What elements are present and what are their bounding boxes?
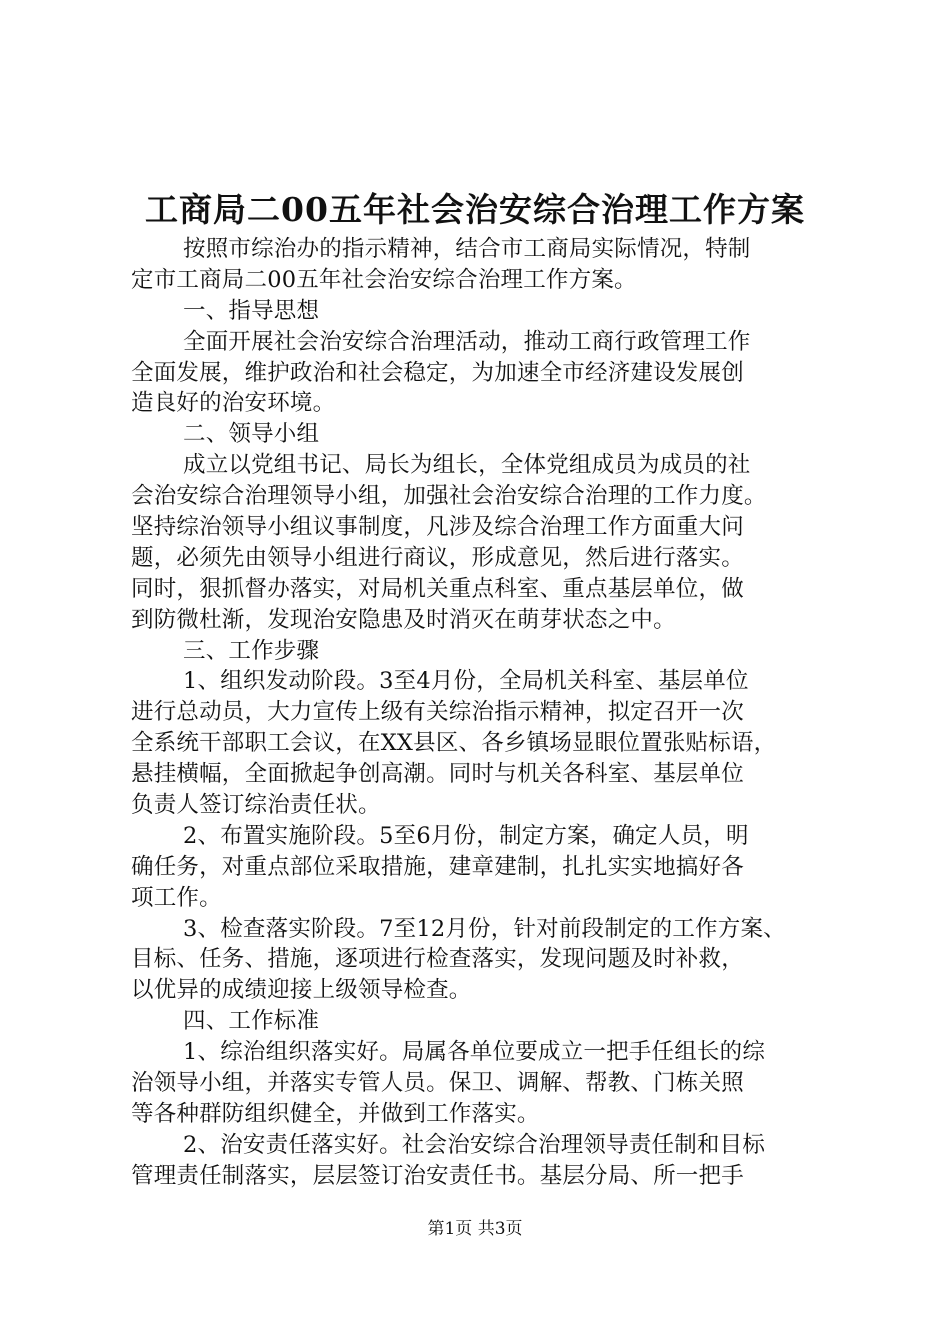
text-line: 项工作。: [131, 884, 222, 911]
text-line: 坚持综治领导小组议事制度，凡涉及综合治理工作方面重大问: [131, 514, 744, 541]
text-line: 全面开展社会治安综合治理活动，推动工商行政管理工作: [183, 328, 751, 355]
text-line: 同时，狠抓督办落实，对局机关重点科室、重点基层单位，做: [131, 575, 744, 602]
text-line: 会治安综合治理领导小组，加强社会治安综合治理的工作力度。: [131, 483, 767, 510]
text-line: 按照市综治办的指示精神，结合市工商局实际情况，特制: [183, 236, 751, 262]
text-line: 定市工商局二00五年社会治安综合治理工作方案。: [131, 266, 637, 293]
text-line: 等各种群防组织健全，并做到工作落实。: [131, 1100, 540, 1127]
text-line: 负责人签订综治责任状。: [131, 792, 381, 819]
text-line: 全面发展，维护政治和社会稳定，为加速全市经济建设发展创: [131, 359, 744, 386]
text-line: 三、工作步骤: [183, 637, 320, 664]
document-body: [131, 234, 851, 1192]
text-line: 成立以党组书记、局长为组长，全体党组成员为成员的社: [183, 452, 751, 479]
text-line: 悬挂横幅，全面掀起争创高潮。同时与机关各科室、基层单位: [131, 761, 744, 788]
text-line: 2、治安责任落实好。社会治安综合治理领导责任制和目标: [183, 1131, 766, 1158]
text-line: 管理责任制落实，层层签订治安责任书。基层分局、所一把手: [131, 1162, 744, 1189]
text-line: 3、检查落实阶段。7至12月份，针对前段制定的工作方案、: [183, 915, 786, 942]
page-footer: 第1页 共3页: [427, 1219, 523, 1239]
text-line: 四、工作标准: [183, 1008, 320, 1035]
text-line: 二、领导小组: [183, 421, 320, 448]
text-line: 2、布置实施阶段。5至6月份，制定方案，确定人员，明: [183, 822, 749, 849]
text-line: 造良好的治安环境。: [131, 390, 336, 417]
text-line: 进行总动员，大力宣传上级有关综治指示精神，拟定召开一次: [131, 699, 744, 726]
text-line: 全系统干部职工会议，在XX县区、各乡镇场显眼位置张贴标语，: [131, 730, 777, 757]
text-line: 以优异的成绩迎接上级领导检查。: [131, 977, 472, 1004]
text-line: 1、组织发动阶段。3至4月份，全局机关科室、基层单位: [183, 668, 749, 695]
text-line: 一、指导思想: [183, 297, 320, 324]
text-line: 目标、任务、措施，逐项进行检查落实，发现问题及时补救，: [131, 946, 744, 973]
text-line: 到防微杜渐，发现治安隐患及时消灭在萌芽状态之中。: [131, 606, 676, 633]
text-line: 治领导小组，并落实专管人员。保卫、调解、帮教、门栋关照: [131, 1070, 744, 1097]
document-title: 工商局二00五年社会治安综合治理工作方案: [145, 190, 805, 229]
text-line: 题，必须先由领导小组进行商议，形成意见，然后进行落实。: [131, 544, 744, 571]
text-line: 1、综治组织落实好。局属各单位要成立一把手任组长的综: [183, 1039, 766, 1066]
text-line: 确任务，对重点部位采取措施，建章建制，扎扎实实地搞好各: [131, 853, 744, 880]
